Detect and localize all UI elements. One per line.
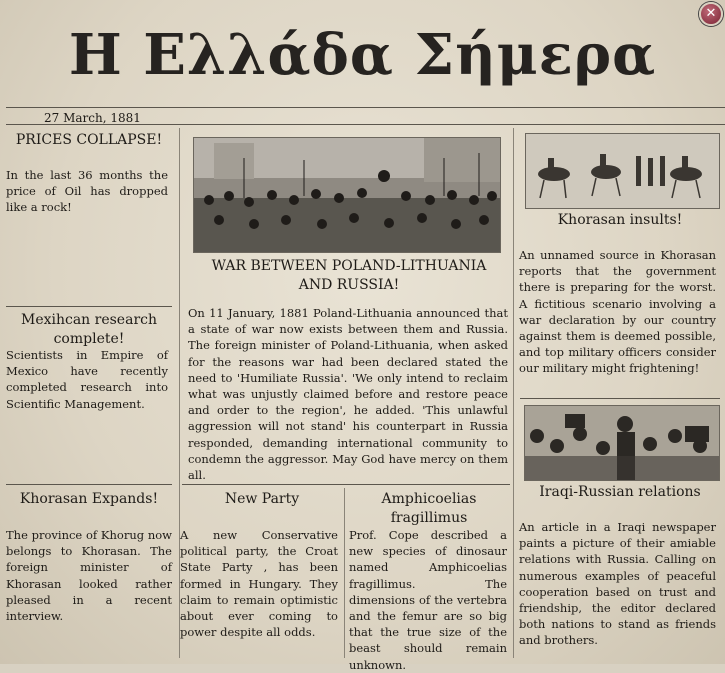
- insults-headline: Khorasan insults!: [557, 212, 683, 228]
- relations-body: An article in a Iraqi newspaper paints a picture of their amiable relations with Russia. Calling on numerous examples of peaceful cooperation based on trust and friendship, the editor declared both nations to stand as friends and brothers.: [519, 520, 716, 648]
- crowd-photo: [524, 405, 720, 481]
- column-divider-center: [344, 488, 345, 658]
- prices-headline: PRICES COLLAPSE!: [15, 132, 163, 148]
- right-rule: [520, 398, 720, 399]
- expands-body: The province of Khorug now belongs to Khorasan. The foreign minister of Khorasan looked rather pleased in a recent interview.: [6, 528, 172, 624]
- dino-body: Prof. Cope described a new species of dinosaur named Amphicoelias fragillimus. The dimensions of the vertebra and the femur are so big that the true size of the beast should remain unknown.: [349, 528, 507, 672]
- research-body: Scientists in Empire of Mexico have recently completed research into Scientific Management.: [6, 348, 168, 411]
- left-rule-2: [6, 484, 172, 485]
- cavalry-engraving-icon: [526, 134, 719, 208]
- issue-date: 27 March, 1881: [44, 111, 141, 125]
- newspaper-masthead: Η Ελλάδα Σήμερα: [68, 22, 657, 88]
- prices-body: In the last 36 months the price of Oil has dropped like a rock!: [6, 168, 168, 215]
- left-rule-1: [6, 306, 172, 307]
- cavalry-photo: [525, 133, 720, 209]
- party-body: A new Conservative political party, the Croat State Party , has been formed in Hungary. They claim to remain optimistic about ever coming to power despite all odds.: [180, 528, 338, 640]
- war-headline: WAR BETWEEN POLAND-LITHUANIA AND RUSSIA!: [211, 258, 487, 293]
- war-photo: [193, 137, 501, 253]
- relations-headline: Iraqi-Russian relations: [539, 484, 701, 500]
- column-divider-right: [513, 128, 514, 658]
- dino-headline: Amphicoelias fragillimus: [381, 491, 477, 526]
- war-body: On 11 January, 1881 Poland-Lithuania announced that a state of war now exists between them and Russia. The foreign minister of Poland-Lithuania, when asked for the reasons war had been declared stated the need to 'Humiliate Russia'. 'We only intend to reclaim what was unjustly claimed before and restore peace and order to the region', he added. 'This unlawful aggression will not stand' his counterpart in Russia responded, demanding international community to condemn the aggressor. May God have mercy on them all.: [188, 306, 508, 483]
- party-headline: New Party: [224, 491, 300, 507]
- masthead-rule-top: [6, 107, 725, 108]
- crowd-engraving-icon: [525, 406, 719, 480]
- expands-headline: Khorasan Expands!: [19, 491, 159, 507]
- close-icon[interactable]: ✕: [699, 2, 723, 26]
- research-headline: Mexihcan research complete!: [20, 312, 157, 347]
- soldiers-photo-icon: [194, 138, 500, 252]
- insults-body: An unnamed source in Khorasan reports that the government there is preparing for the worst. A fictitious scenario involving a war declaration by our country against them is deemed possible, and top military officers consider our military might frightening!: [519, 248, 716, 376]
- center-rule: [182, 484, 510, 485]
